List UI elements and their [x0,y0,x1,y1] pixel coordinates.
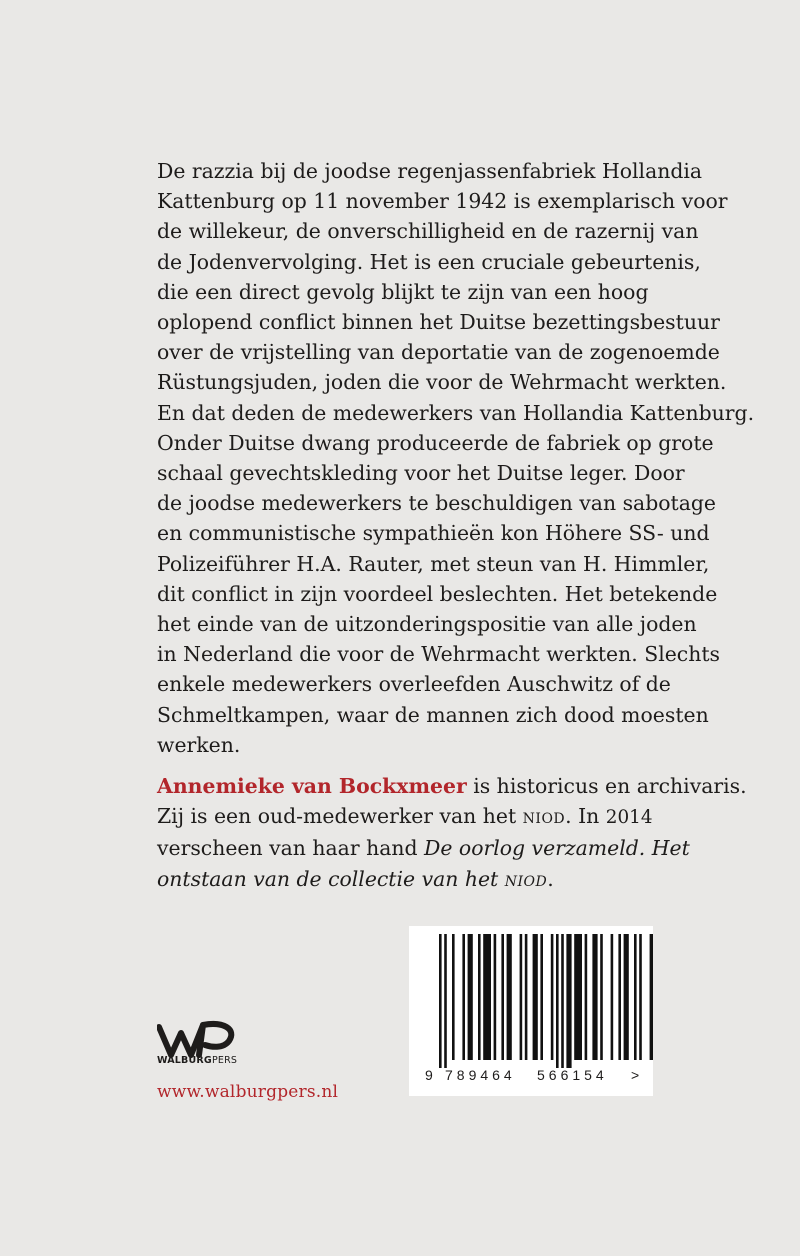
book-title-text: ontstaan van de collectie van het [157,866,505,891]
barcode-bar [452,934,455,1060]
blurb-line: schaal gevechtskleding voor het Duitse leger. Door [157,461,685,486]
barcode-bar [468,934,473,1060]
bio-line-3 [157,833,737,863]
blurb-line: over de vrijstelling van deportatie van de zogenoemde [157,340,720,365]
barcode-bar [585,934,588,1060]
barcode-bar [650,934,653,1060]
barcode-bar [540,934,543,1060]
publisher-logo-text [157,1055,237,1066]
barcode-bar [566,934,571,1068]
blurb-line: Rüstungsjuden, joden die voor de Wehrmacht werkten. [157,370,727,395]
barcode-digit: 9 [425,1067,433,1083]
blurb-line: Kattenburg op 11 november 1942 is exemplarisch voor [157,189,728,214]
blurb-line: de joodse medewerkers te beschuldigen van sabotage [157,491,717,516]
barcode-bar [525,934,528,1060]
bio-year: 2014 [605,807,653,829]
blurb-line: Polizeiführer H.A. Rauter, met steun van H. Himmler, [157,551,710,576]
barcode-bar [494,934,497,1060]
barcode-bar [444,934,447,1068]
barcode-bar [600,934,603,1060]
blurb-line: Onder Duitse dwang produceerde de fabriek op grote [157,430,714,455]
barcode-digit: 566154 [537,1067,608,1083]
isbn-barcode [409,926,653,1096]
barcode-bar [639,934,642,1060]
barcode-bar [634,934,637,1060]
barcode-bar [611,934,614,1060]
publisher-url[interactable]: www.walburgpers.nl [157,1082,339,1102]
barcode-icon [409,926,653,1096]
barcode-bar [561,934,564,1068]
blurb-line: oplopend conflict binnen het Duitse bezettingsbestuur [157,310,720,335]
barcode-bar [439,934,442,1068]
niod-abbrev: niod [522,804,566,829]
bio-line-1 [157,771,747,801]
barcode-bar [462,934,465,1060]
barcode-bar [618,934,621,1060]
barcode-digit: > [631,1067,640,1083]
bio-line-2 [157,801,737,833]
barcode-bar [520,934,523,1060]
walburg-pers-logo-icon [157,1015,257,1075]
bio-text: . [547,866,554,891]
blurb-line: het einde van de uitzonderingspositie van alle joden [157,612,697,637]
logo-text-bold: WALBURG [157,1055,212,1066]
barcode-bar [556,934,559,1068]
blurb-line: enkele medewerkers overleefden Auschwitz of de [157,672,671,697]
barcode-bar [551,934,554,1060]
barcode-bar [533,934,538,1060]
book-title-part2 [157,867,547,891]
bio-text: verscheen van haar hand [157,836,425,861]
bio-line-4 [157,864,737,894]
author-name: Annemieke van Bockxmeer [157,774,467,798]
niod-abbrev: niod [504,866,548,891]
blurb-line: werken. [157,732,241,757]
blurb-line: de Jodenvervolging. Het is een cruciale gebeurtenis, [157,249,701,274]
barcode-bar [574,934,582,1060]
bio-text: is historicus en archivaris. [466,774,747,798]
barcode-bar [624,934,629,1060]
blurb-line: dit conflict in zijn voordeel beslechten. Het betekende [157,581,718,606]
bio-text: . In [565,804,606,829]
blurb-line: De razzia bij de joodse regenjassenfabriek Hollandia [157,159,703,183]
blurb-line: en communistische sympathieën kon Höhere SS- und [157,521,710,546]
barcode-bar [501,934,504,1060]
barcode-bar [478,934,481,1060]
blurb-line: Schmeltkampen, waar de mannen zich dood moesten [157,702,709,727]
blurb-line: de willekeur, de onverschilligheid en de razernij van [157,219,699,244]
barcode-digit: 789464 [445,1067,516,1083]
logo-text-light: PERS [211,1055,238,1066]
author-bio [157,771,747,894]
blurb-line: En dat deden de medewerkers van Hollandia Kattenburg. [157,400,755,425]
back-cover-blurb [157,156,755,760]
blurb-line: die een direct gevolg blijkt te zijn van een hoog [157,279,649,304]
barcode-bar [592,934,597,1060]
bio-text: Zij is een oud-medewerker van het [157,804,523,829]
book-title-part1: De oorlog verzameld. Het [424,836,690,861]
blurb-line: in Nederland die voor de Wehrmacht werkten. Slechts [157,642,720,667]
barcode-bar [483,934,491,1060]
barcode-bar [507,934,512,1060]
